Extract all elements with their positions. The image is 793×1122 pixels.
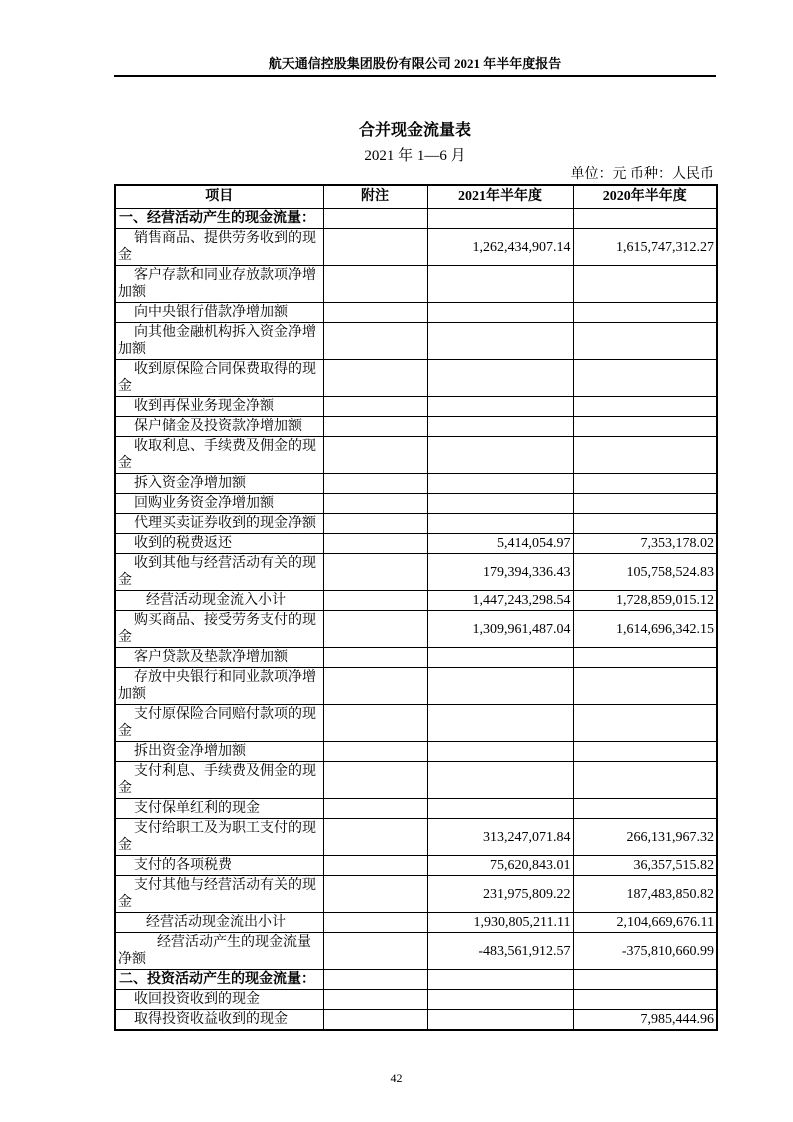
cell-note [323, 360, 427, 397]
cell-item: 收到其他与经营活动有关的现金 [115, 554, 323, 591]
cell-item: 支付的各项税费 [115, 856, 323, 876]
cell-v2020 [573, 360, 717, 397]
cell-v2021: 179,394,336.43 [427, 554, 573, 591]
table-row [115, 762, 717, 799]
table-row [115, 591, 717, 611]
cell-note [323, 970, 427, 990]
table-row [115, 742, 717, 762]
cell-note [323, 437, 427, 474]
cell-v2020 [573, 514, 717, 534]
cell-v2020: 1,614,696,342.15 [573, 611, 717, 648]
cell-v2021: 231,975,809.22 [427, 876, 573, 913]
cell-v2021 [427, 303, 573, 323]
cell-item: 经营活动现金流出小计 [115, 913, 323, 933]
table-row [115, 229, 717, 266]
table-row [115, 303, 717, 323]
cell-v2021: 1,930,805,211.11 [427, 913, 573, 933]
cell-item: 收到的税费返还 [115, 534, 323, 554]
cell-v2021: -483,561,912.57 [427, 933, 573, 970]
cell-item: 向中央银行借款净增加额 [115, 303, 323, 323]
cell-note [323, 913, 427, 933]
cell-v2020: 2,104,669,676.11 [573, 913, 717, 933]
table-row [115, 856, 717, 876]
cell-note [323, 990, 427, 1010]
cell-note [323, 323, 427, 360]
table-row [115, 876, 717, 913]
cell-item: 拆入资金净增加额 [115, 474, 323, 494]
cell-v2021 [427, 209, 573, 229]
table-row [115, 913, 717, 933]
cell-v2021 [427, 397, 573, 417]
table-row [115, 799, 717, 819]
cell-v2021 [427, 1010, 573, 1031]
table-row [115, 266, 717, 303]
cell-note [323, 705, 427, 742]
table-row [115, 648, 717, 668]
cell-note [323, 209, 427, 229]
cell-v2020 [573, 705, 717, 742]
cell-item: 客户存款和同业存放款项净增加额 [115, 266, 323, 303]
cell-note [323, 591, 427, 611]
cell-item: 一、经营活动产生的现金流量： [115, 209, 323, 229]
cell-item: 支付原保险合同赔付款项的现金 [115, 705, 323, 742]
table-row [115, 933, 717, 970]
cell-note [323, 494, 427, 514]
table-row [115, 819, 717, 856]
table-row [115, 990, 717, 1010]
report-header: 航天通信控股集团股份有限公司 2021 年半年度报告 [114, 0, 716, 77]
cell-note [323, 417, 427, 437]
cell-item: 回购业务资金净增加额 [115, 494, 323, 514]
cell-v2020: -375,810,660.99 [573, 933, 717, 970]
table-header-row [115, 185, 717, 209]
cell-note [323, 648, 427, 668]
table-row [115, 209, 717, 229]
cell-item: 支付保单红利的现金 [115, 799, 323, 819]
cell-v2020 [573, 474, 717, 494]
cell-v2020: 7,985,444.96 [573, 1010, 717, 1031]
cell-note [323, 514, 427, 534]
table-row [115, 611, 717, 648]
table-row [115, 323, 717, 360]
cell-v2020 [573, 494, 717, 514]
cell-v2021: 1,262,434,907.14 [427, 229, 573, 266]
cell-v2021: 313,247,071.84 [427, 819, 573, 856]
table-row [115, 534, 717, 554]
cell-item: 存放中央银行和同业款项净增加额 [115, 668, 323, 705]
cell-v2021 [427, 970, 573, 990]
cell-note [323, 819, 427, 856]
table-row [115, 514, 717, 534]
column-header-note: 附注 [323, 185, 427, 209]
cell-item: 取得投资收益收到的现金 [115, 1010, 323, 1031]
cell-v2021 [427, 514, 573, 534]
cell-note [323, 534, 427, 554]
table-row [115, 970, 717, 990]
cell-v2020 [573, 970, 717, 990]
cell-item: 经营活动产生的现金流量净额 [115, 933, 323, 970]
cell-note [323, 742, 427, 762]
cell-note [323, 876, 427, 913]
cell-note [323, 668, 427, 705]
cell-v2021 [427, 360, 573, 397]
cell-v2020: 187,483,850.82 [573, 876, 717, 913]
cell-v2021: 5,414,054.97 [427, 534, 573, 554]
cell-item: 二、投资活动产生的现金流量： [115, 970, 323, 990]
cell-v2020 [573, 397, 717, 417]
cell-note [323, 799, 427, 819]
table-row [115, 474, 717, 494]
cell-v2021 [427, 990, 573, 1010]
cell-v2020: 105,758,524.83 [573, 554, 717, 591]
table-row [115, 360, 717, 397]
cell-note [323, 554, 427, 591]
cell-v2021 [427, 705, 573, 742]
cell-note [323, 266, 427, 303]
cashflow-table [114, 184, 718, 1031]
table-row [115, 1010, 717, 1031]
cell-item: 购买商品、接受劳务支付的现金 [115, 611, 323, 648]
table-row [115, 417, 717, 437]
cell-v2021 [427, 762, 573, 799]
cell-note [323, 933, 427, 970]
cell-v2020: 1,728,859,015.12 [573, 591, 717, 611]
column-header-2020: 2020年半年度 [573, 185, 717, 209]
cell-note [323, 474, 427, 494]
statement-title: 合并现金流量表 [358, 122, 471, 139]
table-row [115, 668, 717, 705]
cell-item: 支付其他与经营活动有关的现金 [115, 876, 323, 913]
cell-v2021 [427, 668, 573, 705]
cell-v2020 [573, 799, 717, 819]
page-content [114, 0, 716, 1031]
cell-v2020 [573, 417, 717, 437]
cell-v2020 [573, 303, 717, 323]
cell-v2021 [427, 474, 573, 494]
cell-v2020 [573, 742, 717, 762]
cell-item: 支付给职工及为职工支付的现金 [115, 819, 323, 856]
column-header-item: 项目 [115, 185, 323, 209]
cell-v2020 [573, 762, 717, 799]
cell-item: 收取利息、手续费及佣金的现金 [115, 437, 323, 474]
cell-note [323, 397, 427, 417]
cell-note [323, 762, 427, 799]
cell-note [323, 229, 427, 266]
cell-v2021 [427, 799, 573, 819]
cashflow-table-body [115, 209, 717, 1031]
table-row [115, 437, 717, 474]
cell-v2020 [573, 209, 717, 229]
cell-item: 保户储金及投资款净增加额 [115, 417, 323, 437]
cell-item: 收到原保险合同保费取得的现金 [115, 360, 323, 397]
table-row [115, 554, 717, 591]
cell-v2020: 7,353,178.02 [573, 534, 717, 554]
cell-note [323, 611, 427, 648]
cell-v2020 [573, 648, 717, 668]
cell-note [323, 856, 427, 876]
cell-v2021: 75,620,843.01 [427, 856, 573, 876]
cell-v2021 [427, 266, 573, 303]
unit-currency-note: 单位：元 币种：人民币 [570, 167, 714, 182]
cell-v2020 [573, 266, 717, 303]
cell-item: 销售商品、提供劳务收到的现金 [115, 229, 323, 266]
cell-item: 客户贷款及垫款净增加额 [115, 648, 323, 668]
cell-v2021: 1,447,243,298.54 [427, 591, 573, 611]
cell-item: 支付利息、手续费及佣金的现金 [115, 762, 323, 799]
cell-note [323, 303, 427, 323]
cell-v2021 [427, 417, 573, 437]
cell-v2020: 1,615,747,312.27 [573, 229, 717, 266]
cell-v2021 [427, 323, 573, 360]
cell-item: 收回投资收到的现金 [115, 990, 323, 1010]
cell-v2020: 36,357,515.82 [573, 856, 717, 876]
cell-v2021 [427, 648, 573, 668]
cell-v2021 [427, 437, 573, 474]
page-number: 42 [390, 1071, 403, 1085]
cell-note [323, 1010, 427, 1031]
cell-v2021 [427, 494, 573, 514]
table-row [115, 705, 717, 742]
cell-item: 收到再保业务现金净额 [115, 397, 323, 417]
table-row [115, 397, 717, 417]
cell-v2021 [427, 742, 573, 762]
cell-v2020 [573, 437, 717, 474]
cell-item: 拆出资金净增加额 [115, 742, 323, 762]
cell-v2020 [573, 990, 717, 1010]
cell-v2020 [573, 323, 717, 360]
column-header-2021: 2021年半年度 [427, 185, 573, 209]
statement-period: 2021 年 1—6 月 [364, 148, 466, 164]
cell-v2020: 266,131,967.32 [573, 819, 717, 856]
cell-v2021: 1,309,961,487.04 [427, 611, 573, 648]
cell-v2020 [573, 668, 717, 705]
cell-item: 经营活动现金流入小计 [115, 591, 323, 611]
cell-item: 代理买卖证券收到的现金净额 [115, 514, 323, 534]
table-row [115, 494, 717, 514]
cell-item: 向其他金融机构拆入资金净增加额 [115, 323, 323, 360]
